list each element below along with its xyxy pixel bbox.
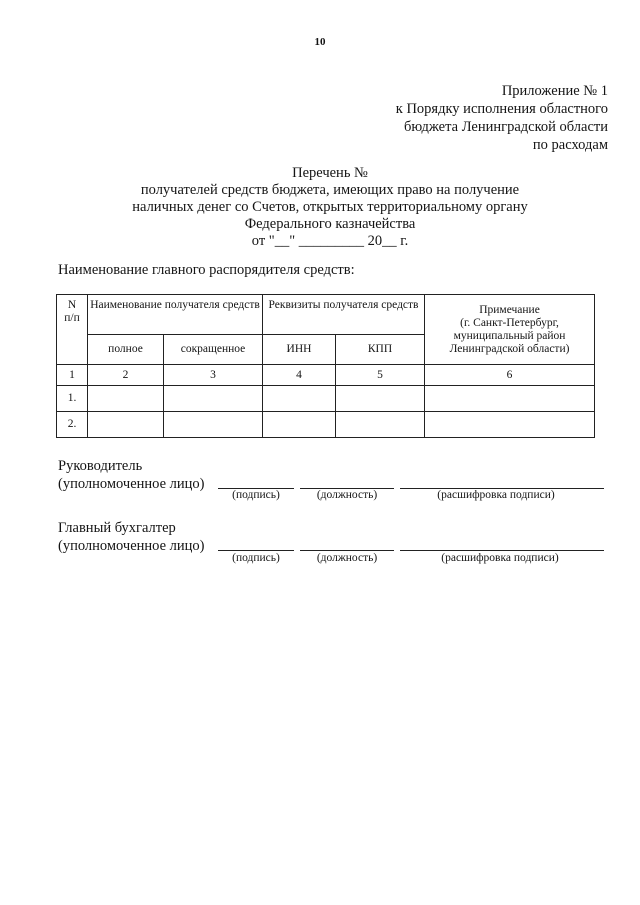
header-requisites: Реквизиты получателя средств <box>263 295 425 335</box>
cell-kpp <box>336 386 425 412</box>
appendix-line-1: Приложение № 1 <box>501 83 608 99</box>
column-number: 3 <box>164 365 263 386</box>
signature-line <box>218 550 294 551</box>
position-line <box>300 550 394 551</box>
signature-block-director <box>58 457 205 493</box>
cell-inn <box>263 412 336 438</box>
cell-full <box>88 412 164 438</box>
column-number: 6 <box>425 365 595 386</box>
table-row <box>57 412 595 438</box>
cell-note <box>425 412 595 438</box>
title-line-5: от "__" _________ 20__ г. <box>251 233 409 249</box>
decoding-caption: (расшифровка подписи) <box>441 552 559 564</box>
cell-full <box>88 386 164 412</box>
header-full: полное <box>88 335 164 365</box>
row-num: 1. <box>57 386 88 412</box>
column-number: 5 <box>336 365 425 386</box>
position-caption: (должность) <box>316 489 378 501</box>
column-number: 1 <box>57 365 88 386</box>
appendix-line-3: бюджета Ленинградской области <box>404 119 608 135</box>
title-line-1: Перечень № <box>292 165 368 181</box>
cell-inn <box>263 386 336 412</box>
header-short: сокращенное <box>164 335 263 365</box>
signature-block-accountant <box>58 519 205 555</box>
cell-note <box>425 386 595 412</box>
signer-subtitle: (уполномоченное лицо) <box>58 476 205 492</box>
title-line-4: Федерального казначейства <box>244 216 416 232</box>
signature-caption: (подпись) <box>232 552 280 564</box>
appendix-header <box>396 82 608 154</box>
cell-short <box>164 386 263 412</box>
signature-caption: (подпись) <box>232 489 280 501</box>
header-kpp: КПП <box>336 335 425 365</box>
title-line-3: наличных денег со Счетов, открытых территориальному органу <box>132 199 528 215</box>
page-number: 10 <box>314 36 326 48</box>
table-row <box>57 386 595 412</box>
header-note: Примечание (г. Санкт-Петербург, муниципальный район Ленинградской области) <box>425 295 595 365</box>
appendix-line-2: к Порядку исполнения областного <box>395 101 608 117</box>
position-caption: (должность) <box>316 552 378 564</box>
header-inn: ИНН <box>263 335 336 365</box>
document-title <box>0 165 640 250</box>
cell-kpp <box>336 412 425 438</box>
signer-title: Главный бухгалтер <box>58 520 176 536</box>
recipients-table <box>56 294 595 438</box>
decoding-line <box>400 550 604 551</box>
header-recipient-name: Наименование получателя средств <box>88 295 263 335</box>
distributor-label: Наименование главного распорядителя средств: <box>58 262 355 278</box>
cell-short <box>164 412 263 438</box>
appendix-line-4: по расходам <box>532 137 608 153</box>
column-number: 2 <box>88 365 164 386</box>
signer-title: Руководитель <box>58 458 143 474</box>
column-numbers-row <box>57 365 595 386</box>
decoding-caption: (расшифровка подписи) <box>437 489 555 501</box>
column-number: 4 <box>263 365 336 386</box>
header-num: N п/п <box>57 295 88 365</box>
row-num: 2. <box>57 412 88 438</box>
signer-subtitle: (уполномоченное лицо) <box>58 538 205 554</box>
title-line-2: получателей средств бюджета, имеющих право на получение <box>140 182 520 198</box>
